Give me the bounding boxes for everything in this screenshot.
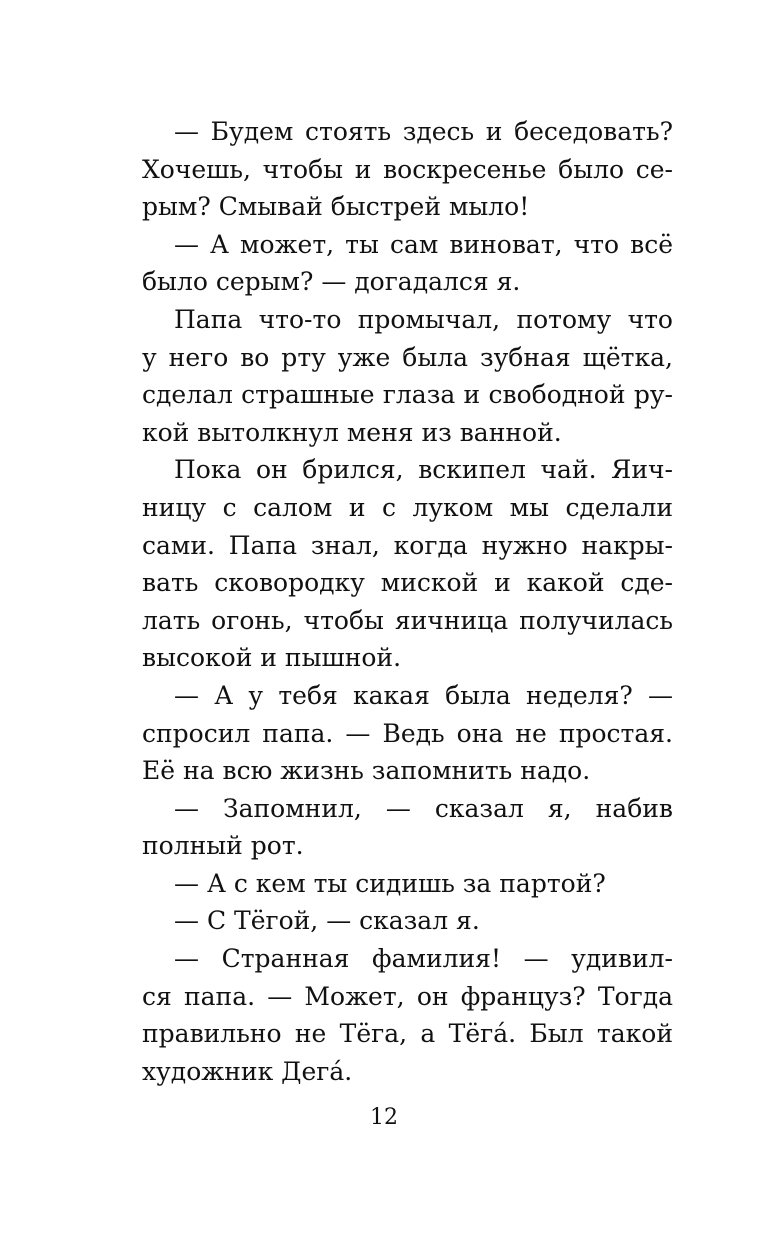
- text-line: правильно не Тёга, а Тёгá. Был такой: [142, 1019, 673, 1049]
- text-line: у него во рту уже была зубная щётка,: [142, 342, 673, 372]
- text-line: — Запомнил, — сказал я, набив: [174, 793, 673, 823]
- text-line: спросил папа. — Ведь она не простая.: [142, 718, 673, 748]
- text-line: — А может, ты сам виноват, что всё: [174, 229, 673, 259]
- text-line: полный рот.: [142, 831, 304, 861]
- text-line: ся папа. — Может, он француз? Тогда: [142, 981, 673, 1011]
- text-line: — А с кем ты сидишь за партой?: [174, 868, 606, 898]
- text-line: сделал страшные глаза и свободной ру-: [142, 380, 673, 410]
- text-line: Хочешь, чтобы и воскресенье было се-: [142, 154, 673, 184]
- text-line: сами. Папа знал, когда нужно накры-: [142, 530, 673, 560]
- text-line: рым? Смывай быстрей мыло!: [142, 192, 530, 222]
- text-line: — С Тёгой, — сказал я.: [174, 906, 480, 936]
- text-line: ницу с салом и с луком мы сделали: [142, 492, 673, 522]
- text-line: вать сковородку миской и какой сде-: [142, 568, 673, 598]
- text-line: Её на всю жизнь запомнить надо.: [142, 756, 591, 786]
- text-line: — Странная фамилия! — удивил-: [174, 944, 673, 974]
- text-line: высокой и пышной.: [142, 643, 402, 673]
- text-line: было серым? — догадался я.: [142, 267, 521, 297]
- text-line: художник Дегá.: [142, 1056, 353, 1086]
- text-line: лать огонь, чтобы яичница получилась: [142, 605, 673, 635]
- text-line: Пока он брился, вскипел чай. Яич-: [174, 455, 673, 485]
- text-line: — А у тебя какая была неделя? —: [174, 680, 673, 710]
- text-line: Папа что-то промычал, потому что: [174, 304, 673, 334]
- text-line: — Будем стоять здесь и беседовать?: [174, 117, 673, 146]
- page-number: 12: [370, 1105, 398, 1130]
- body-text: [142, 113, 673, 1090]
- text-line: кой вытолкнул меня из ванной.: [142, 417, 562, 447]
